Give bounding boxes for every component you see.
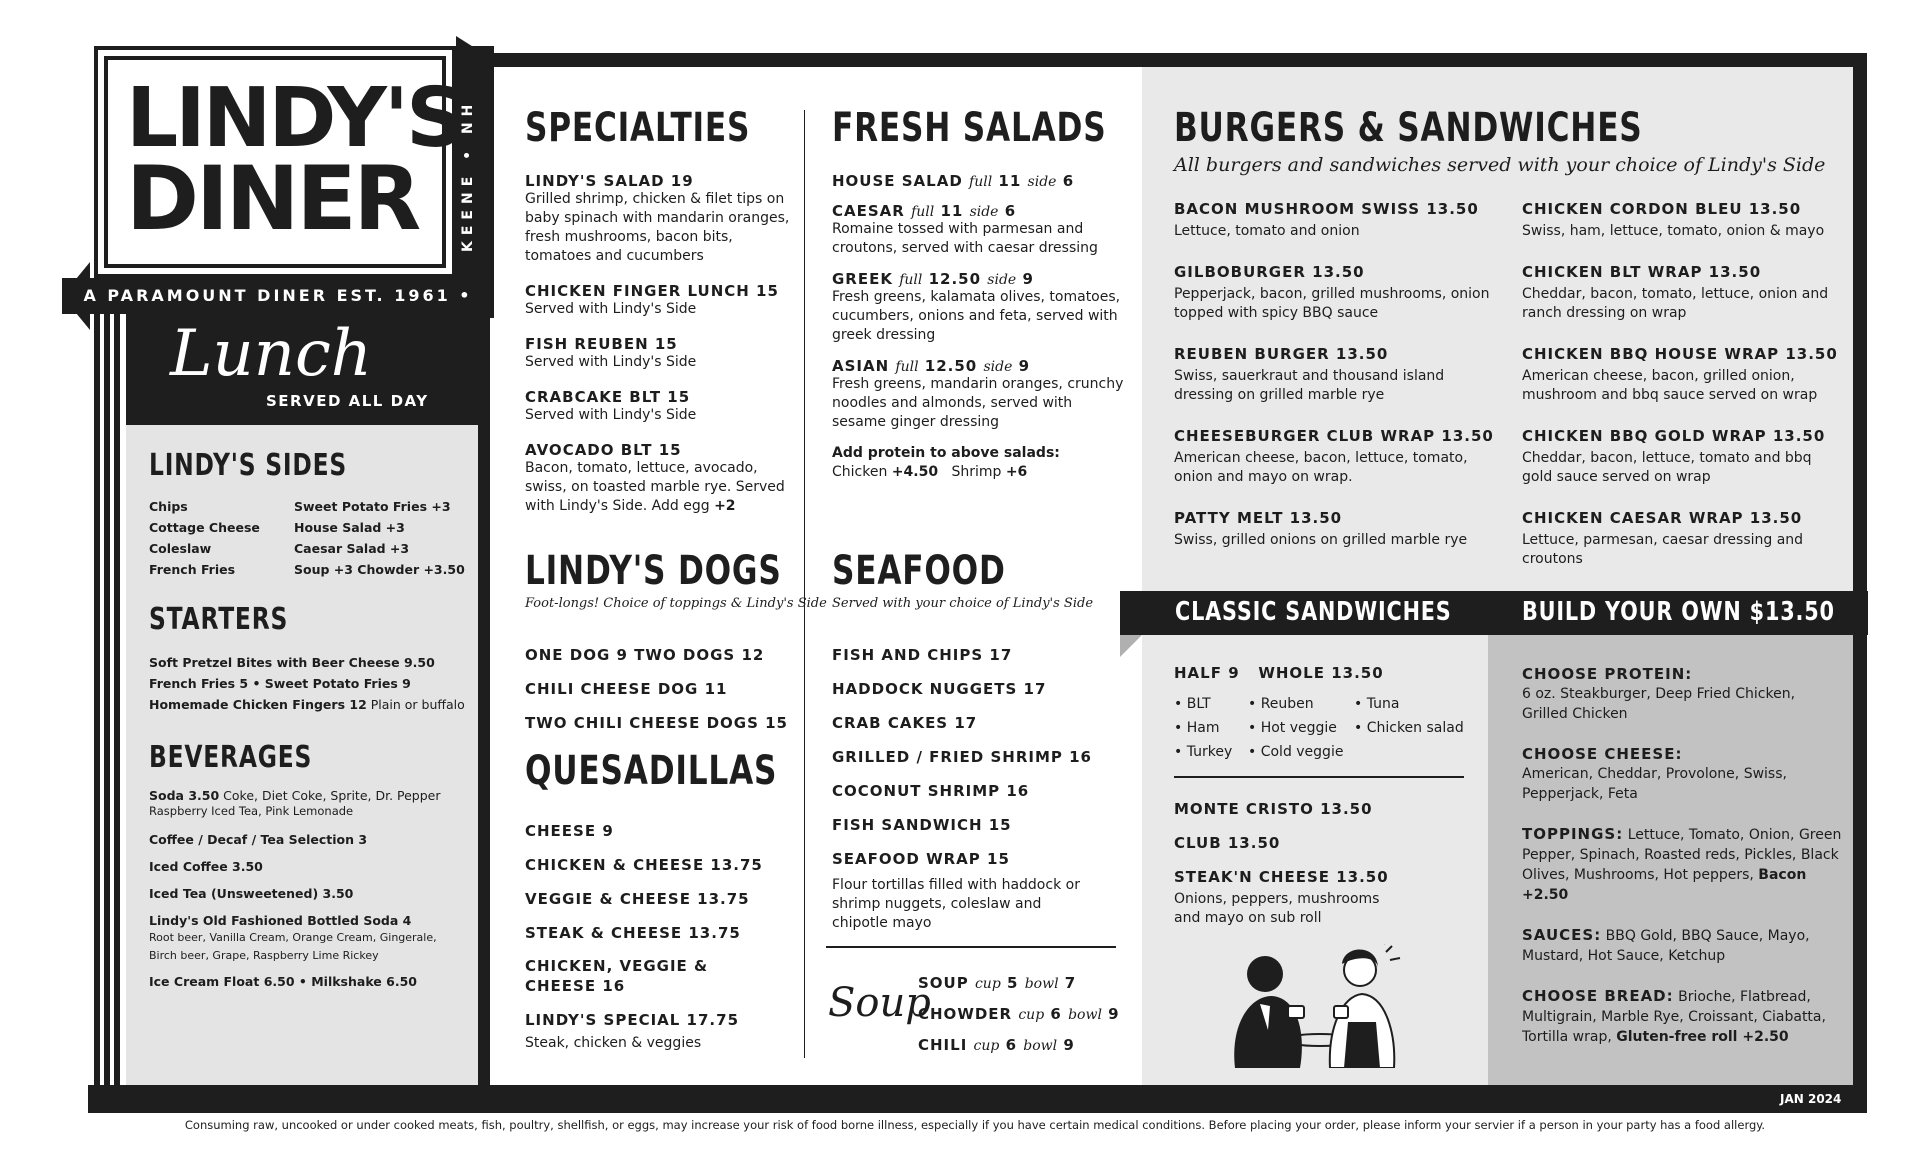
- side-item: Sweet Potato Fries +3: [294, 499, 451, 514]
- burger-desc: Pepperjack, bacon, grilled mushrooms, onion topped with spicy BBQ sauce: [1174, 286, 1490, 321]
- seafood-subtitle: Served with your choice of Lindy's Side: [832, 596, 1094, 611]
- soup-price: 7: [1064, 974, 1077, 992]
- beverage-desc: Coke, Diet Coke, Sprite, Dr. Pepper: [223, 788, 441, 803]
- seafood-title: SEAFOOD: [832, 548, 1006, 594]
- soup-name: SOUP: [918, 974, 969, 992]
- salad-name: CAESAR: [832, 202, 905, 220]
- soup-row: [918, 1030, 1120, 1061]
- burger-desc: American cheese, bacon, lettuce, tomato, onion and mayo on wrap.: [1174, 450, 1468, 485]
- frame-right-bar: [1853, 53, 1867, 1093]
- build-label: CHOOSE CHEESE:: [1522, 745, 1683, 763]
- build-label: SAUCES:: [1522, 926, 1602, 944]
- build-list: [1522, 664, 1842, 1047]
- soup-price: 6: [1050, 1005, 1062, 1023]
- burgers-right-list: [1522, 200, 1842, 569]
- build-extra: Bacon +2.50: [1522, 867, 1807, 903]
- build-options: BBQ Gold, BBQ Sauce, Mayo, Mustard, Hot Sauce, Ketchup: [1522, 928, 1810, 964]
- salad-price: 9: [1022, 270, 1034, 288]
- specialty-extra: +2: [714, 498, 736, 514]
- classic-divider: [1174, 776, 1464, 778]
- salad-size-label: full: [969, 174, 993, 190]
- specialty-desc: Served with Lindy's Side: [525, 354, 697, 370]
- salad-name: HOUSE SALAD: [832, 172, 963, 190]
- burger-name: BACON MUSHROOM SWISS 13.50: [1174, 200, 1479, 218]
- quesadilla-item: VEGGIE & CHEESE 13.75: [525, 890, 750, 908]
- burger-desc: Swiss, ham, lettuce, tomato, onion & mayo: [1522, 223, 1825, 239]
- dogs-list: [525, 638, 788, 740]
- classic-item: CLUB 13.50: [1174, 834, 1281, 852]
- burger-desc: American cheese, bacon, grilled onion, mushroom and bbq sauce served on wrap: [1522, 368, 1818, 403]
- salad-desc: Fresh greens, kalamata olives, tomatoes, cucumbers, onions and feta, served with greek dressing: [832, 289, 1121, 343]
- build-extra: Gluten-free roll +2.50: [1616, 1029, 1789, 1045]
- classic-option: • Chicken salad: [1354, 720, 1464, 736]
- soup-row: [918, 968, 1120, 999]
- salad-size-label: full: [899, 272, 923, 288]
- build-options: American, Cheddar, Provolone, Swiss, Pepperjack, Feta: [1522, 766, 1787, 802]
- beverage-desc: Raspberry Iced Tea, Pink Lemonade: [149, 804, 354, 818]
- soup-size-label: cup: [1018, 1007, 1045, 1023]
- soup-size-label: cup: [974, 976, 1001, 992]
- classic-option: • Tuna: [1354, 696, 1400, 712]
- side-item: Soup +3 Chowder +3.50: [294, 562, 465, 577]
- burger-name: CHICKEN CAESAR WRAP 13.50: [1522, 509, 1803, 527]
- soup-price: 9: [1063, 1036, 1075, 1054]
- build-label: TOPPINGS:: [1522, 825, 1624, 843]
- soup-price: 6: [1005, 1036, 1018, 1054]
- soup-size-label: bowl: [1023, 1038, 1058, 1054]
- food-safety-disclaimer: Consuming raw, uncooked or under cooked meats, fish, poultry, shellfish, or eggs, may increase your risk of food borne illness, especially if you have certain medical conditions. Before placing your order, please inform your servier if a person in your party has a food allergy.: [184, 1118, 1766, 1132]
- classic-option: • Hot veggie: [1248, 720, 1337, 736]
- salad-price: 12.50: [924, 357, 978, 375]
- protein-price: +4.50: [891, 464, 939, 480]
- classic-item: MONTE CRISTO 13.50: [1174, 800, 1373, 818]
- burger-desc: Lettuce, parmesan, caesar dressing and croutons: [1522, 532, 1804, 567]
- soup-row: [918, 999, 1120, 1030]
- salad-greek: [832, 270, 1124, 288]
- classic-item: STEAK'N CHEESE 13.50: [1174, 868, 1389, 886]
- beverages-title: BEVERAGES: [149, 740, 313, 775]
- salad-size-label: side: [983, 359, 1013, 375]
- beverage-item: Lindy's Old Fashioned Bottled Soda 4: [149, 913, 412, 928]
- burger-desc: Swiss, grilled onions on grilled marble rye: [1174, 532, 1468, 548]
- classic-option: • BLT: [1174, 696, 1211, 712]
- burger-desc: Swiss, sauerkraut and thousand island dressing on grilled marble rye: [1174, 368, 1445, 403]
- side-item: Caesar Salad +3: [294, 541, 410, 556]
- quesadilla-item: CHEESE 9: [525, 822, 614, 840]
- logo-line-1: LINDY'S: [126, 71, 463, 166]
- sides-col-1: [149, 496, 260, 580]
- starters-list: [149, 652, 465, 715]
- dog-item: ONE DOG 9 TWO DOGS 12: [525, 646, 765, 664]
- side-item: Coleslaw: [149, 541, 212, 556]
- soup-size-label: cup: [973, 1038, 1000, 1054]
- protein-option: Shrimp: [951, 464, 1002, 480]
- salad-caesar: [832, 202, 1124, 220]
- salad-size-label: full: [911, 204, 935, 220]
- seafood-item: CRAB CAKES 17: [832, 714, 978, 732]
- seafood-item: HADDOCK NUGGETS 17: [832, 680, 1047, 698]
- salad-name: GREEK: [832, 270, 893, 288]
- band-fold: [1120, 635, 1142, 657]
- burger-name: CHICKEN BBQ GOLD WRAP 13.50: [1522, 427, 1826, 445]
- specialty-name: CRABCAKE BLT 15: [525, 388, 691, 406]
- frame-bottom-bar: [88, 1085, 1867, 1113]
- build-label: CHOOSE PROTEIN:: [1522, 665, 1693, 683]
- soup-title: Soup: [828, 980, 931, 1026]
- classic-option: • Cold veggie: [1248, 744, 1344, 760]
- salad-size-label: full: [895, 359, 919, 375]
- specialty-name: FISH REUBEN 15: [525, 335, 678, 353]
- seafood-item: GRILLED / FRIED SHRIMP 16: [832, 748, 1092, 766]
- logo-side-fold: [456, 36, 494, 60]
- classic-sizes: [1174, 664, 1384, 682]
- salad-price: 12.50: [928, 270, 982, 288]
- build-label: CHOOSE BREAD:: [1522, 987, 1674, 1005]
- classic-col-2: [1248, 692, 1343, 764]
- burger-name: GILBOBURGER 13.50: [1174, 263, 1365, 281]
- seafood-desc: Flour tortillas filled with haddock or shrimp nuggets, coleslaw and chipotle mayo: [832, 877, 1080, 931]
- lunch-subtitle: SERVED ALL DAY: [266, 392, 429, 410]
- column-divider: [804, 110, 805, 1058]
- side-item: Cottage Cheese: [149, 520, 260, 535]
- salads-title: FRESH SALADS: [832, 105, 1107, 151]
- salad-house: [832, 172, 1124, 190]
- soup-price: 9: [1108, 1005, 1120, 1023]
- burger-name: CHICKEN BBQ HOUSE WRAP 13.50: [1522, 345, 1838, 363]
- seafood-list: [832, 638, 1122, 933]
- burger-desc: Cheddar, bacon, lettuce, tomato and bbq gold sauce served on wrap: [1522, 450, 1812, 485]
- protein-option: Chicken: [832, 464, 888, 480]
- salad-price: 11: [998, 172, 1022, 190]
- side-item: Chips: [149, 499, 188, 514]
- salad-size-label: side: [1027, 174, 1057, 190]
- beverage-item: Soda 3.50: [149, 788, 220, 803]
- classic-col-1: [1174, 692, 1232, 764]
- menu-date: JAN 2024: [1780, 1092, 1842, 1106]
- beverage-item: Iced Tea (Unsweetened) 3.50: [149, 886, 354, 901]
- left-stripe: [94, 300, 100, 1090]
- build-title: BUILD YOUR OWN $13.50: [1522, 597, 1835, 627]
- quesadillas-title: QUESADILLAS: [525, 748, 778, 794]
- beverage-item: Iced Coffee 3.50: [149, 859, 263, 874]
- soup-name: CHILI: [918, 1036, 968, 1054]
- starter-item: Homemade Chicken Fingers 12: [149, 697, 367, 712]
- classic-half: HALF 9: [1174, 664, 1240, 682]
- burgers-left-list: [1174, 200, 1504, 550]
- specialty-desc: Served with Lindy's Side: [525, 407, 697, 423]
- quesadilla-item: CHICKEN, VEGGIE &: [525, 957, 709, 975]
- burger-desc: Lettuce, tomato and onion: [1174, 223, 1360, 239]
- classic-col-3: [1354, 692, 1464, 740]
- logo-est-band: A PARAMOUNT DINER EST. 1961 •: [62, 278, 494, 314]
- soup-price: 5: [1007, 974, 1019, 992]
- seafood-item: COCONUT SHRIMP 16: [832, 782, 1030, 800]
- left-stripe: [114, 300, 120, 1090]
- salad-price: 6: [1004, 202, 1017, 220]
- salad-price: 9: [1018, 357, 1031, 375]
- frame-top-bar: [490, 53, 1866, 67]
- salad-size-label: side: [987, 272, 1017, 288]
- salad-desc: Romaine tossed with parmesan and croutons, served with caesar dressing: [832, 221, 1098, 256]
- salad-asian: [832, 357, 1124, 375]
- classic-extra-list: [1174, 800, 1474, 928]
- quesadilla-desc: Steak, chicken & veggies: [525, 1035, 702, 1051]
- beverage-desc: Birch beer, Grape, Raspberry Lime Rickey: [149, 949, 379, 962]
- sides-title: LINDY'S SIDES: [149, 448, 347, 483]
- salad-desc: Fresh greens, mandarin oranges, crunchy noodles and almonds, served with sesame ginger dressing: [832, 376, 1124, 430]
- starters-title: STARTERS: [149, 602, 289, 637]
- burger-name: PATTY MELT 13.50: [1174, 509, 1343, 527]
- starter-item: French Fries 5 • Sweet Potato Fries 9: [149, 676, 411, 691]
- build-options: 6 oz. Steakburger, Deep Fried Chicken, Grilled Chicken: [1522, 686, 1796, 722]
- quesadillas-list: [525, 814, 795, 1053]
- beverage-item: Ice Cream Float 6.50 • Milkshake 6.50: [149, 974, 417, 989]
- specialties-list: [525, 172, 793, 516]
- specialty-desc: Bacon, tomato, lettuce, avocado, swiss, on toasted marble rye. Served with Lindy's Side. Add egg: [525, 460, 785, 514]
- beverages-list: [149, 788, 474, 989]
- quesadilla-item: CHICKEN & CHEESE 13.75: [525, 856, 763, 874]
- seafood-item: FISH SANDWICH 15: [832, 816, 1012, 834]
- protein-title: Add protein to above salads:: [832, 445, 1060, 461]
- specialty-name: CHICKEN FINGER LUNCH 15: [525, 282, 779, 300]
- soup-name: CHOWDER: [918, 1005, 1013, 1023]
- quesadilla-item: STEAK & CHEESE 13.75: [525, 924, 741, 942]
- burger-name: CHICKEN CORDON BLEU 13.50: [1522, 200, 1802, 218]
- sides-col-2: [294, 496, 465, 580]
- protein-price: +6: [1005, 464, 1028, 480]
- seafood-item: FISH AND CHIPS 17: [832, 646, 1013, 664]
- burgers-title: BURGERS & SANDWICHES: [1174, 105, 1643, 151]
- lunch-title: Lunch: [170, 317, 372, 391]
- quesadilla-item: CHEESE 16: [525, 977, 626, 995]
- side-item: House Salad +3: [294, 520, 405, 535]
- specialty-name: AVOCADO BLT 15: [525, 441, 682, 459]
- protein-options: [832, 463, 1124, 482]
- build-options: Lettuce, Tomato, Onion, Green Pepper, Spinach, Roasted reds, Pickles, Black Olives, Mushrooms, Hot peppers,: [1522, 827, 1842, 883]
- dogs-subtitle: Foot-longs! Choice of toppings & Lindy's Side: [525, 596, 827, 611]
- dog-item: CHILI CHEESE DOG 11: [525, 680, 728, 698]
- starter-item: Soft Pretzel Bites with Beer Cheese 9.50: [149, 655, 435, 670]
- salad-size-label: side: [969, 204, 999, 220]
- specialty-name: LINDY'S SALAD 19: [525, 172, 694, 190]
- soup-divider: [826, 946, 1116, 948]
- quesadilla-item: LINDY'S SPECIAL 17.75: [525, 1011, 740, 1029]
- beverage-desc: Root beer, Vanilla Cream, Orange Cream, Gingerale,: [149, 931, 437, 944]
- classic-option: • Reuben: [1248, 696, 1314, 712]
- specialty-desc: Grilled shrimp, chicken & filet tips on baby spinach with mandarin oranges, fresh mushrooms, bacon bits, tomatoes and cucumbers: [525, 191, 790, 264]
- diner-couple-illustration: [1210, 944, 1430, 1068]
- burger-name: REUBEN BURGER 13.50: [1174, 345, 1389, 363]
- dogs-title: LINDY'S DOGS: [525, 548, 782, 594]
- classic-title: CLASSIC SANDWICHES: [1175, 597, 1452, 627]
- side-item: French Fries: [149, 562, 236, 577]
- burger-name: CHEESEBURGER CLUB WRAP 13.50: [1174, 427, 1494, 445]
- salad-name: ASIAN: [832, 357, 890, 375]
- specialty-desc: Served with Lindy's Side: [525, 301, 697, 317]
- salad-price: 11: [940, 202, 964, 220]
- burger-desc: Cheddar, bacon, tomato, lettuce, onion and ranch dressing on wrap: [1522, 286, 1829, 321]
- logo-line-2: DINER: [126, 147, 419, 250]
- classic-desc: Onions, peppers, mushrooms and mayo on sub roll: [1174, 891, 1380, 926]
- classic-whole: WHOLE 13.50: [1258, 664, 1384, 682]
- burgers-subtitle: All burgers and sandwiches served with your choice of Lindy's Side: [1174, 154, 1826, 176]
- burger-name: CHICKEN BLT WRAP 13.50: [1522, 263, 1762, 281]
- soup-size-label: bowl: [1024, 976, 1059, 992]
- left-stripe: [104, 300, 110, 1090]
- beverage-item: Coffee / Decaf / Tea Selection 3: [149, 832, 368, 847]
- classic-option: • Ham: [1174, 720, 1220, 736]
- soup-size-label: bowl: [1068, 1007, 1102, 1023]
- soup-list: [918, 968, 1120, 1061]
- dog-item: TWO CHILI CHEESE DOGS 15: [525, 714, 788, 732]
- starter-item-note: Plain or buffalo: [370, 697, 465, 712]
- logo-location: KEENE • NH: [460, 98, 476, 252]
- seafood-item: SEAFOOD WRAP 15: [832, 850, 1010, 868]
- classic-option: • Turkey: [1174, 744, 1233, 760]
- salad-price: 6: [1062, 172, 1075, 190]
- build-options: Brioche, Flatbread, Multigrain, Marble Rye, Croissant, Ciabatta, Tortilla wrap,: [1522, 989, 1826, 1045]
- salads-list: [832, 172, 1124, 482]
- specialties-title: SPECIALTIES: [525, 105, 751, 151]
